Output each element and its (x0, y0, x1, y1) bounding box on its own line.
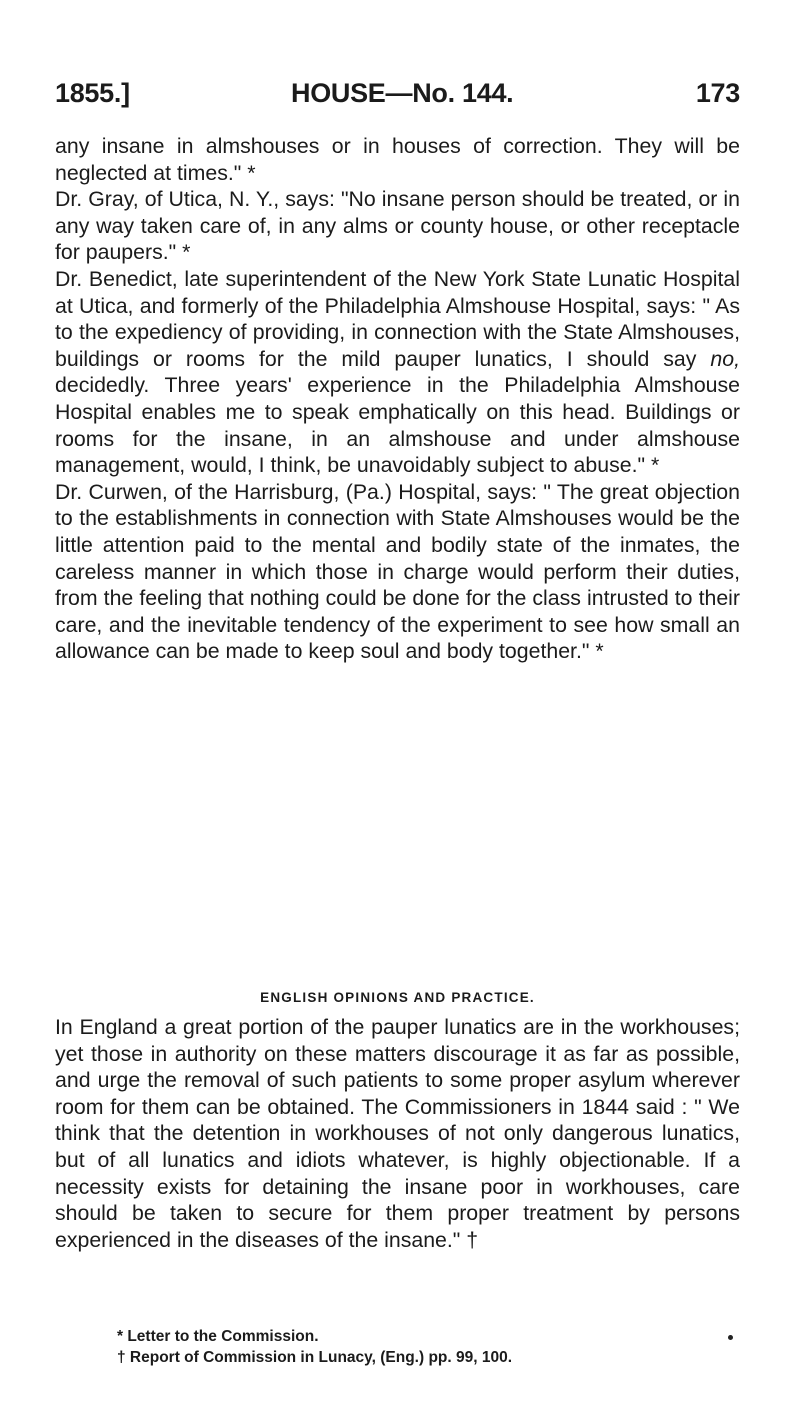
section-paragraph-1: In England a great portion of the pauper lunatics are in the workhouses; yet those in authority on these matters discourage it as far as possible, and urge the removal of such patients to some proper asylum wherever room for them can be obtained. The Commissioners in 1844 said : " We think that the detention in workhouses of not only dangerous lunatics, but of all lunatics and idiots whatever, is highly objectionable. If a necessity exists for detaining the insane poor in workhouses, care should be taken to secure for them proper treatment by persons experienced in the diseases of the insane." † (55, 1015, 740, 1252)
paragraph-3-start: Dr. Benedict, late superintendent of the New York State Lunatic Hospital at Utica, and formerly of the Philadelphia Almshouse Hospital, says: " As to the expediency of providing, in connection with the State Almshouses, buildings or rooms for the mild pauper lunatics, I should say (55, 266, 740, 371)
footnote-2: † Report of Commission in Lunacy, (Eng.) pp. 99, 100. (117, 1349, 513, 1366)
paragraph-3-emphasis: no, (710, 346, 740, 371)
section-body (55, 1014, 740, 1253)
header-year: 1855.] (55, 78, 130, 108)
body-text (55, 133, 740, 665)
section-heading: ENGLISH OPINIONS AND PRACTICE. (260, 990, 535, 1005)
ink-dot (728, 1335, 733, 1340)
paragraph-2: Dr. Gray, of Utica, N. Y., says: "No insane person should be treated, or in any way taken care of, in any alms or county house, or other receptacle for paupers." * (55, 187, 740, 265)
header-title: HOUSE—No. 144. (291, 78, 514, 108)
paragraph-1: any insane in almshouses or in houses of correction. They will be neglected at times." * (55, 134, 740, 185)
paragraph-3 (55, 266, 740, 479)
footnotes (117, 1326, 717, 1368)
footnote-1: * Letter to the Commission. (117, 1328, 319, 1345)
header-page-number: 173 (695, 78, 740, 108)
paragraph-3-end: decidedly. Three years' experience in the Philadelphia Almshouse Hospital enables me to speak emphatically on this head. Buildings or rooms for the insane, in an almshouse and under almshouse management, would, I think, be unavoidably subject to abuse." * (55, 373, 740, 478)
page-header (55, 78, 740, 118)
paragraph-4: Dr. Curwen, of the Harrisburg, (Pa.) Hospital, says: " The great objection to the establishments in connection with State Almshouses would be the little attention paid to the mental and bodily state of the inmates, the careless manner in which those in charge would perform their duties, from the feeling that nothing could be done for the class intrusted to their care, and the inevitable tendency of the experiment to see how small an allowance can be made to keep soul and body together." * (55, 479, 740, 664)
